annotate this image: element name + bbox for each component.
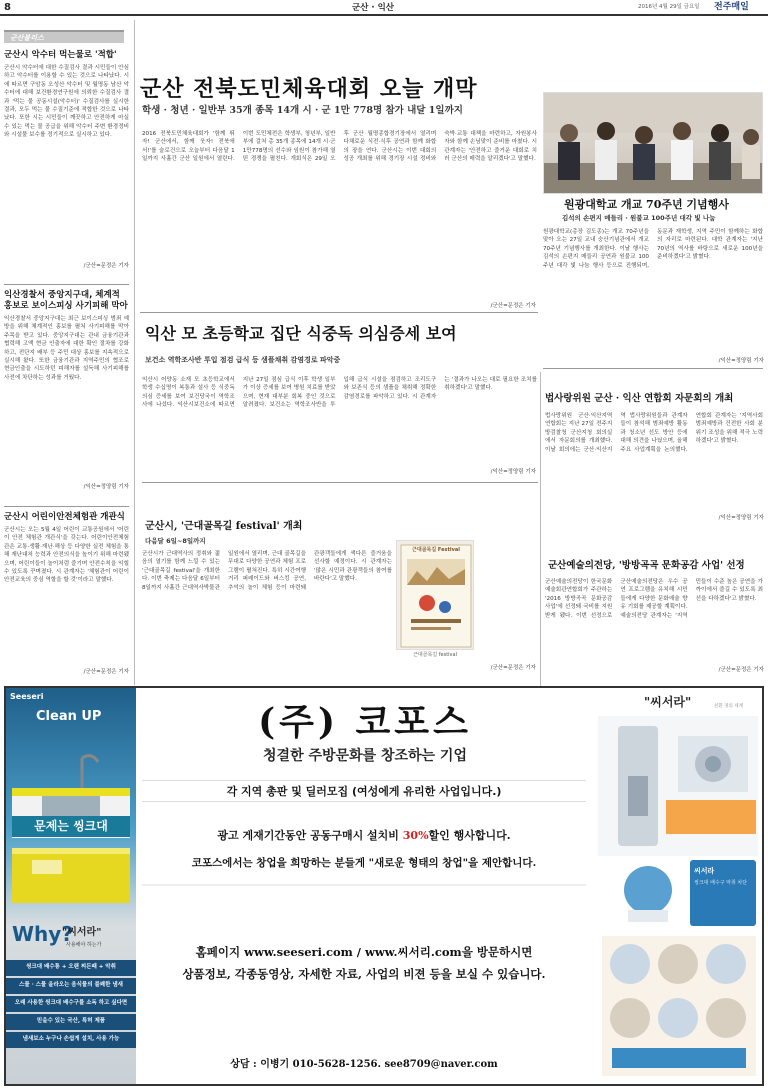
court-body: 법사랑위원 군산·익산지역 연합회는 지난 27일 전주지방검찰청 군산지청 회의실에서 자문회의를 개최했다. 이날 회의에는 군산·익산지역 법사랑위원들과 관계자들이 참석해 범죄예방 활동과 청소년 선도 방안 등에 대해 의견을 나눴으며, 올해 주요 사업계획을 논의했다. 연합회 관계자는 '지역사회 범죄예방과 건전한 사회 분위기 조성을 위해 적극 노력하겠다'고 밝혔다. — [545, 413, 763, 453]
column-divider — [134, 20, 135, 685]
side-headline: 군산시 악수터 먹는물로 '적합' — [4, 50, 117, 60]
side-headline: 익산경찰서 중앙지구대, 체계적 홍보로 보이스피싱 사기피해 막아 — [4, 290, 128, 312]
byline: /군산=문정은 기자 — [83, 669, 129, 676]
side-body: 익산경찰서 중앙지구대는 최근 보이스피싱 범죄 예방을 위해 체계적인 홍보를 펼쳐 사기피해를 막아 주목을 받고 있다. 중앙지구대는 관내 금융기관과 협력해 고액 현금 인출자에 대한 확인 절차를 강화하고, 전단지 배부 등 주민 대상 홍보를 지속적으로 실시해 왔다. 또한 금융기관과 지역주민의 협조로 현금인출을 시도하던 피해자를 설득해 사기피해를 사전에 차단하는 성과를 거뒀다. — [4, 316, 129, 381]
ad-promo-percent: 30% — [402, 829, 429, 842]
ad-brand-left: Seeseri — [10, 692, 44, 701]
ad-reasons — [6, 960, 136, 1050]
header — [0, 0, 768, 16]
sidebar-banner — [4, 30, 124, 43]
ad-dealer-band: 각 지역 총판 및 딜러모집 (여성에게 유리한 사업입니다.) — [142, 780, 586, 802]
drain-product-illustration — [598, 716, 758, 856]
byline: /군산=문정은 기자 — [83, 263, 129, 270]
ad-brand-logo-sub: 사용해야 하는가 — [66, 942, 102, 948]
wonkwang-headline: 원광대학교 개교 70주년 기념행사 — [564, 198, 729, 211]
ad-center-divider — [142, 884, 586, 886]
ad-reason-item: 스물 · 스물 올라오는 음식물의 불쾌한 냄새 — [6, 978, 136, 994]
ad-brand-logo: "씨서라" — [62, 927, 102, 938]
court-headline: 법사랑위원 군산 · 익산 연합회 자문회의 개최 — [545, 393, 734, 404]
section-title: 군산 · 익산 — [352, 3, 394, 13]
advertisement — [4, 686, 764, 1086]
ad-promo-text-b: 할인 행사합니다. — [428, 829, 511, 842]
ad-promo-discount — [142, 828, 586, 844]
issue-date: 2016년 4월 29일 금요일 — [638, 4, 700, 10]
byline: /익산=정양림 기자 — [718, 515, 764, 521]
ad-why-label: Why? — [12, 922, 73, 946]
divider — [543, 368, 763, 369]
byline: /익산=정양림 기자 — [718, 358, 764, 364]
page-number: 8 — [4, 2, 11, 13]
ad-contact: 상담 : 이병기 010-5628-1256. see8709@naver.com — [230, 1059, 498, 1070]
festival-subheadline: 다음달 6일~8일까지 — [145, 537, 206, 545]
lead-headline: 군산 전북도민체육대회 오늘 개막 — [140, 76, 478, 102]
ad-website: 홈페이지 www.seeseri.com / www.씨서리.com을 방문하시면 — [195, 945, 533, 959]
arts-body: 군산예술의전당이 한국문화예술회관연합회가 주관하는 '2016 방방곡곡 문화공감 사업'에 선정돼 국비를 지원받게 됐다. 이번 선정으로 군산예술의전당은 우수 공연 프로그램을 유치해 시민들에게 다양한 문화예술 향유 기회를 제공할 계획이다. 예술의전당 관계자는 '지역민들이 수준 높은 공연을 가까이에서 즐길 수 있도록 최선을 다하겠다'고 밝혔다. — [545, 579, 763, 619]
product-package-illustration — [608, 860, 688, 926]
iksan-headline: 익산 모 초등학교 집단 식중독 의심증세 보여 — [145, 324, 457, 343]
ad-right-sub: 친환 경의 세계 — [714, 704, 743, 709]
paper-name: 전주매일 — [714, 2, 749, 12]
ad-reason-item: 오래 사용한 씽크대 배수구를 소독 하고 싶다면 — [6, 996, 136, 1012]
side-article-1 — [4, 50, 129, 280]
ad-problem-banner: 문제는 씽크대 — [12, 816, 130, 837]
side-body: 군산시 악수터에 대한 수질검사 결과 시민들이 안심하고 악수터를 이용할 수 있는 것으로 나타났다. 시에 따르면 구암동 오성산 악수터 및 월명동 남산 악수터에 대해 보건환경연구원에 의뢰한 수질검사 결과 '먹는 물 공동시설(악수터)' 수질검사를 실시한 결과, 모두 먹는 물 수질기준에 적합한 것으로 나타났다. 또한 시는 시민들이 깨끗하고 안전하게 마실 수 있는 먹는 물 공급을 위해 악수터 주변 환경정비와 시설물 보수를 정기적으로 실시하고 있다. — [4, 65, 129, 139]
byline: /군산=문정은 기자 — [718, 667, 764, 673]
product-steps-illustration — [602, 936, 756, 1076]
ad-company-name: (주) 코포스 — [258, 701, 472, 743]
ad-promo-text-a: 광고 게재기간동안 공동구매시 설치비 — [217, 829, 403, 842]
divider — [4, 284, 129, 285]
poster-caption: 근대골목길 festival — [413, 652, 457, 658]
ad-right-panel — [594, 688, 762, 1084]
ad-website-2: 상품정보, 각종동영상, 자세한 자료, 사업의 비젼 등을 보실 수 있습니다. — [182, 967, 546, 981]
byline: /군산=문정은 기자 — [490, 665, 536, 671]
side-body: 군산시는 오는 5월 4일 어린이 교통공원에서 '어린이 안전 체험관 개관식'을 갖는다. 어린이안전체험관은 교통·생활·재난·해상 등 다양한 실전 체험을 통해 재난대처 능력과 안전의식을 높이기 위해 마련됐으며, 어린이들이 놀이처럼 즐기며 안전수칙을 익힐 수 있도록 꾸며졌다. 시 관계자는 '체험관이 어린이 안전교육의 중심 역할을 할 것'이라고 말했다. — [4, 527, 129, 584]
poster-illustration — [397, 541, 474, 650]
event-photo — [543, 92, 763, 194]
lead-body: 2016 전북도민체육대회가 '함께 뛰자! 군산에서, 함께 웃자! 전북에서!'를 슬로건으로 오늘부터 다음달 1일까지 사흘간 군산 일원에서 열린다. 이번 도민체전은 학생부, 청년부, 일반부에 걸쳐 총 35개 종목에 14개 시·군 1만778명의 선수와 임원이 참가해 열띤 경쟁을 펼친다. 개회식은 29일 오후 군산 월명종합경기장에서 열리며 다채로운 식전·식후 공연과 함께 화합의 장을 연다. 군산시는 이번 대회의 성공 개최를 위해 경기장 시설 정비와 숙박·교통 대책을 마련하고, 자원봉사자와 함께 손님맞이 준비를 마쳤다. 시 관계자는 '안전하고 즐거운 대회로 치러 군산의 매력을 알리겠다'고 말했다. — [142, 131, 537, 163]
product-text: 씽크대 배수구 악취 차단 — [694, 880, 748, 886]
yellow-counter-illustration — [12, 838, 130, 918]
wonkwang-body: 원광대학교(총장 김도종)는 개교 70주년을 맞아 오는 27일 교내 숭산기념관에서 개교 70주년 기념행사를 개최한다. 이날 행사는 김석의 손편지 메들리 공연과 원불교 100주년 대각 빛 나눔 행사 등으로 진행되며, 동문과 재학생, 지역 주민이 함께하는 화합의 자리로 마련된다. 대학 관계자는 '지난 70년의 역사를 바탕으로 새로운 100년을 준비하겠다'고 밝혔다. — [543, 229, 763, 269]
festival-poster — [396, 540, 474, 650]
wonkwang-subheadline: 김석의 손편지 메들리 · 원불교 100주년 대각 빛 나눔 — [562, 214, 716, 222]
byline: /익산=정양림 기자 — [490, 469, 536, 475]
ad-right-logo: "씨서라" — [644, 695, 692, 709]
side-article-3 — [4, 512, 129, 682]
product-label: 씨서라 — [694, 867, 715, 875]
ad-promo-startup: 코포스에서는 창업을 희망하는 분들게 "새로운 형태의 창업"을 제안합니다. — [191, 857, 537, 869]
sidebar-label: 군산불리스 — [10, 34, 44, 42]
byline: /익산=정양림 기자 — [83, 484, 129, 491]
byline: /군산=문정은 기자 — [490, 303, 536, 309]
column-divider — [540, 372, 541, 687]
ad-reason-item: 믿을수 있는 국산, 특허 제품 — [6, 1014, 136, 1030]
ad-reason-item: 씽크대 배수통 + 오랜 찌든때 + 악취 — [6, 960, 136, 976]
iksan-body: 익산시 어양동 소재 모 초등학교에서 학생 수십명이 복통과 설사 등 식중독 의심 증세를 보여 보건당국이 역학조사에 나섰다. 익산시보건소에 따르면 지난 27일 점심 급식 이후 학생 일부가 이상 증세를 보여 병원 치료를 받았으며, 현재 대부분 회복 중인 것으로 알려졌다. 보건소는 역학조사반을 투입해 급식 시설을 점검하고 조리도구와 보존식 등의 샘플을 채취해 정확한 감염경로를 파악하고 있다. 시 관계자는 '결과가 나오는 대로 필요한 조치를 취하겠다'고 말했다. — [142, 377, 537, 409]
poster-title: 근대골목길 Festival — [412, 547, 460, 553]
divider — [4, 506, 129, 507]
ad-clean-label: Clean UP — [36, 709, 102, 724]
festival-headline: 군산시, '근대골목길 festival' 개최 — [145, 521, 303, 532]
product-info-box — [690, 860, 756, 926]
ad-reason-item: 냄새보소 누구나 손쉽게 설치, 사용 가능 — [6, 1032, 136, 1048]
divider — [140, 312, 538, 313]
lead-subheadline: 학생 · 청년 · 일반부 35개 종목 14개 시 · 군 1만 778명 참가 내달 1일까지 — [142, 105, 463, 116]
people-photo-illustration — [544, 93, 763, 194]
divider — [142, 482, 538, 483]
festival-body: 군산시가 근대역사의 정취와 젊음의 열기를 함께 느낄 수 있는 '근대골목길 festival'을 개최한다. 이번 축제는 다음달 6일부터 8일까지 사흘간 근대역사박물관 일원에서 열리며, 근대 골목길을 무대로 다양한 공연과 체험 프로그램이 펼쳐진다. 특히 시간여행 거리 퍼레이드와 버스킹 공연, 추억의 놀이 체험 등이 마련돼 관광객들에게 색다른 즐거움을 선사할 예정이다. 시 관계자는 '많은 시민과 관광객들의 참여를 바란다'고 말했다. — [142, 551, 392, 591]
iksan-subheadline: 보건소 역학조사반 투입 점검 급식 등 샘플채취 감염경로 파악중 — [145, 356, 341, 364]
ad-tagline: 청결한 주방문화를 창조하는 기업 — [263, 748, 467, 764]
side-headline: 군산시 어린이안전체험관 개관식 — [4, 512, 125, 522]
side-article-2 — [4, 290, 129, 500]
arts-headline: 군산예술의전당, '방방곡곡 문화공감 사업' 선정 — [548, 560, 745, 571]
